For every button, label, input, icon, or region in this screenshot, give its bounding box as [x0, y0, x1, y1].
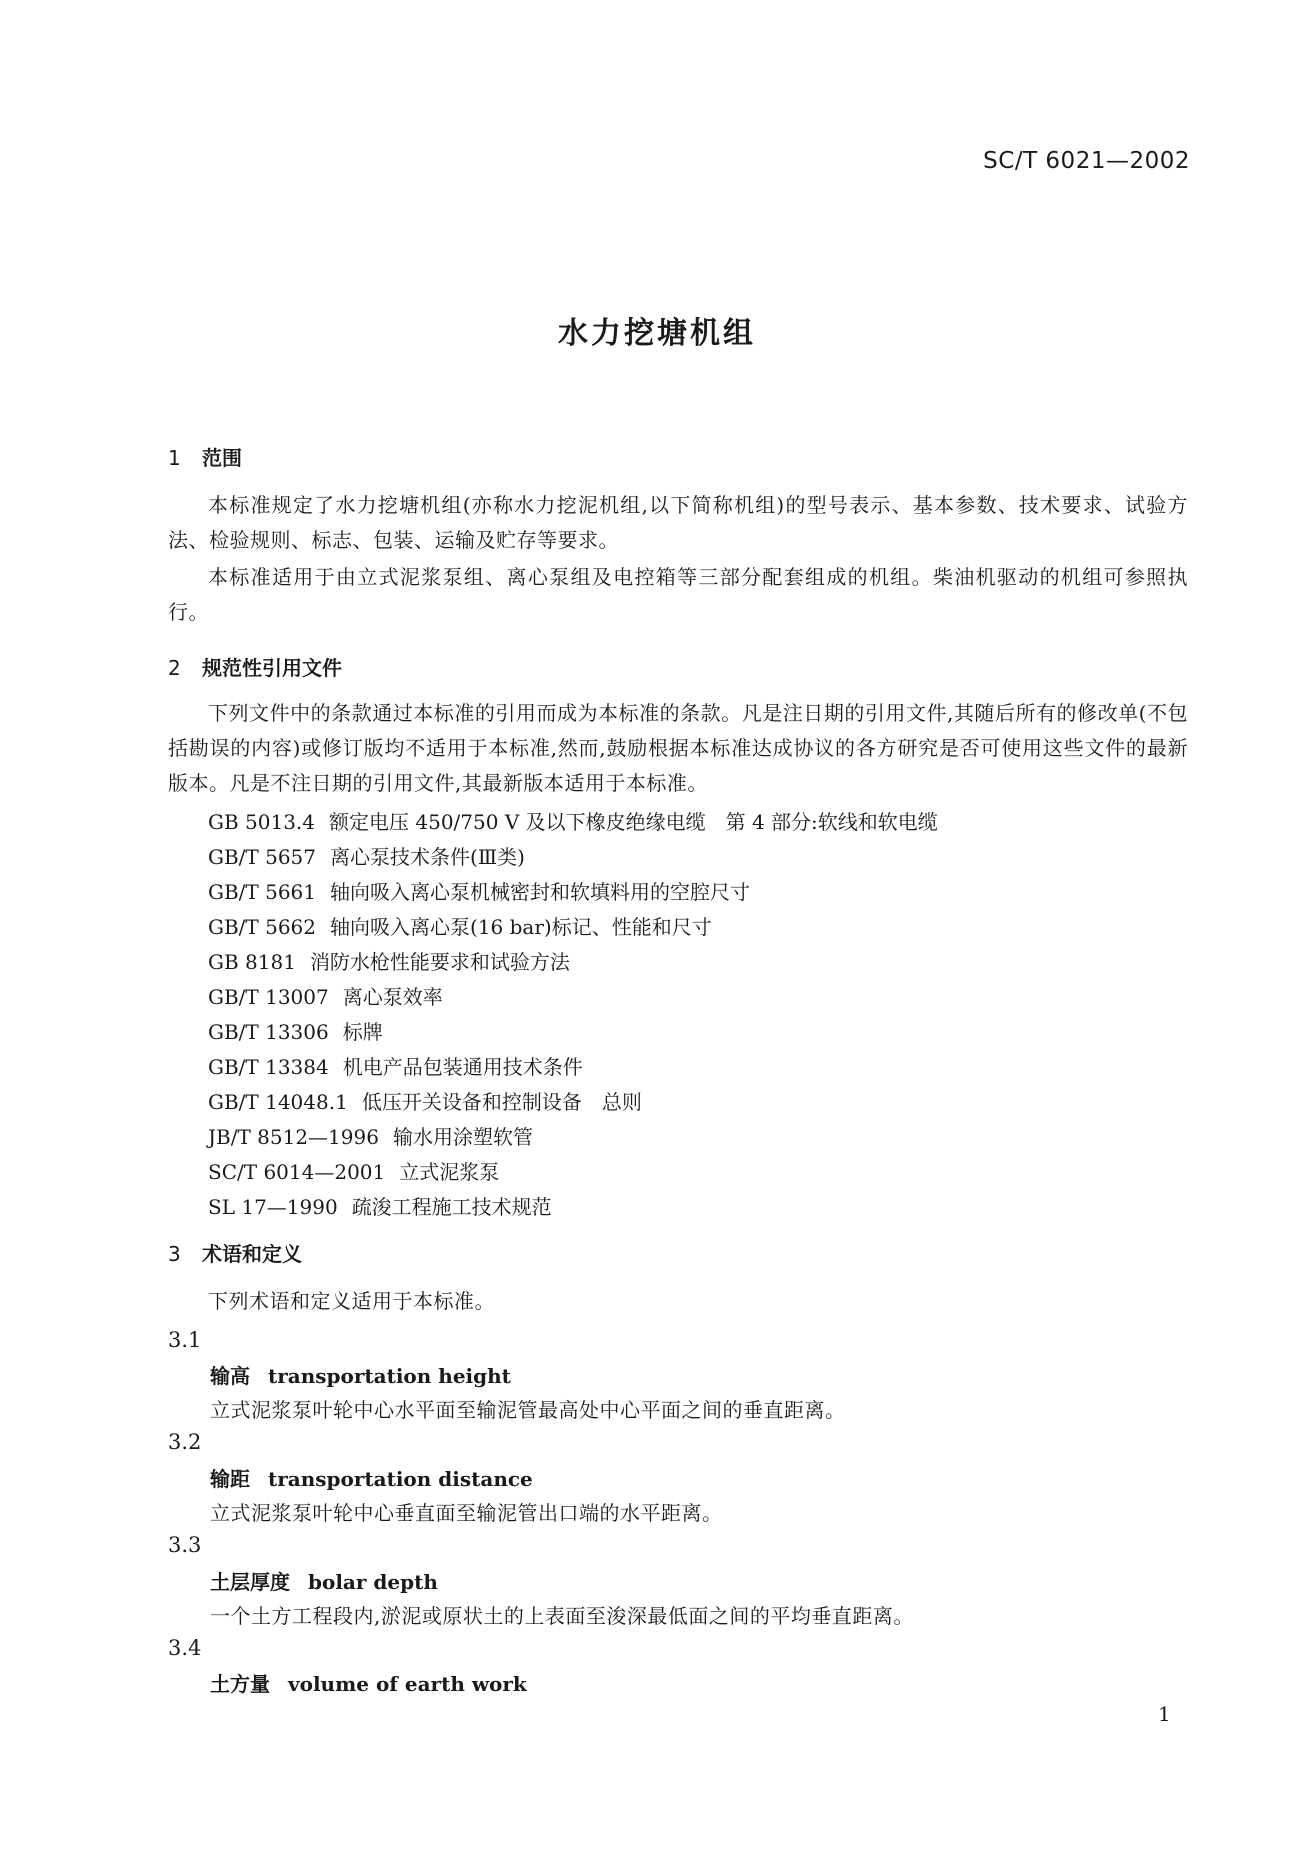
- term-name: 输距 transportation distance: [210, 1467, 533, 1491]
- section-title: 范围: [202, 446, 242, 470]
- reference-item: SC/T 6014—2001 立式泥浆泵: [208, 1160, 500, 1184]
- reference-item: SL 17—1990 疏浚工程施工技术规范: [208, 1195, 552, 1219]
- section-title: 规范性引用文件: [202, 656, 342, 680]
- term-number: 3.4: [168, 1636, 202, 1660]
- reference-item: GB/T 13306 标牌: [208, 1020, 383, 1044]
- reference-item: GB 5013.4 额定电压 450/750 V 及以下橡皮绝缘电缆 第 4 部分:软线和软电缆: [208, 810, 938, 834]
- section-2-paragraph-1: 下列文件中的条款通过本标准的引用而成为本标准的条款。凡是注日期的引用文件,其随后所有的修改单(不包括勘误的内容)或修订版均不适用于本标准,然而,鼓励根据本标准达成协议的各方研究是否可使用这些文件的最新版本。凡是不注日期的引用文件,其最新版本适用于本标准。: [168, 701, 1188, 795]
- term-name: 输高 transportation height: [210, 1364, 511, 1388]
- section-number: 1: [168, 446, 181, 470]
- term-number: 3.1: [168, 1328, 202, 1352]
- section-number: 3: [168, 1242, 181, 1266]
- term-definition: 立式泥浆泵叶轮中心垂直面至输泥管出口端的水平距离。: [210, 1501, 723, 1525]
- term-name: 土层厚度 bolar depth: [210, 1570, 438, 1594]
- term-number: 3.2: [168, 1430, 202, 1454]
- reference-item: GB/T 13384 机电产品包装通用技术条件: [208, 1055, 583, 1079]
- section-3-paragraph-1: 下列术语和定义适用于本标准。: [208, 1289, 495, 1313]
- page-number: 1: [1158, 1702, 1171, 1726]
- term-number: 3.3: [168, 1533, 202, 1557]
- term-definition: 立式泥浆泵叶轮中心水平面至输泥管最高处中心平面之间的垂直距离。: [210, 1398, 846, 1422]
- section-title: 术语和定义: [202, 1242, 302, 1266]
- section-2-heading: [168, 652, 342, 681]
- reference-item: GB/T 14048.1 低压开关设备和控制设备 总则: [208, 1090, 642, 1114]
- section-1-heading: [168, 442, 242, 471]
- section-1-paragraph-2: 本标准适用于由立式泥浆泵组、离心泵组及电控箱等三部分配套组成的机组。柴油机驱动的机组可参照执行。: [168, 565, 1188, 624]
- reference-item: GB/T 13007 离心泵效率: [208, 985, 443, 1009]
- reference-item: GB 8181 消防水枪性能要求和试验方法: [208, 950, 570, 974]
- section-number: 2: [168, 656, 181, 680]
- term-name: 土方量 volume of earth work: [210, 1672, 527, 1696]
- reference-item: JB/T 8512—1996 输水用涂塑软管: [208, 1125, 533, 1149]
- document-title: 水力挖塘机组: [558, 316, 756, 351]
- term-definition: 一个土方工程段内,淤泥或原状土的上表面至浚深最低面之间的平均垂直距离。: [210, 1604, 914, 1628]
- reference-item: GB/T 5657 离心泵技术条件(Ⅲ类): [208, 845, 525, 869]
- standard-code: SC/T 6021—2002: [983, 148, 1190, 174]
- section-1-paragraph-1: 本标准规定了水力挖塘机组(亦称水力挖泥机组,以下简称机组)的型号表示、基本参数、技术要求、试验方法、检验规则、标志、包装、运输及贮存等要求。: [168, 493, 1188, 552]
- reference-item: GB/T 5662 轴向吸入离心泵(16 bar)标记、性能和尺寸: [208, 915, 712, 939]
- reference-item: GB/T 5661 轴向吸入离心泵机械密封和软填料用的空腔尺寸: [208, 880, 751, 904]
- section-3-heading: [168, 1238, 302, 1267]
